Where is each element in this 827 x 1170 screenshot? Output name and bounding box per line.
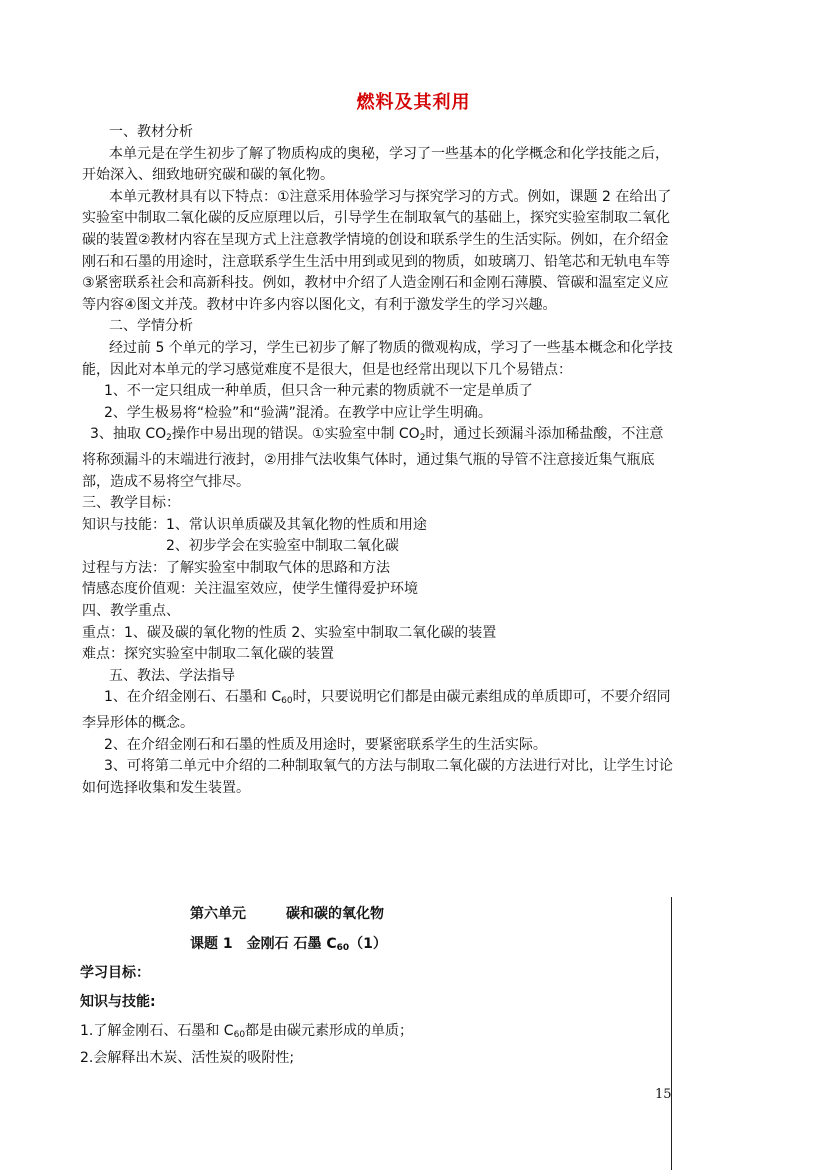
section3-process: 过程与方法：了解实验室中制取气体的思路和方法 <box>82 559 390 576</box>
section5-item3: 3、可将第二单元中介绍的二种制取氧气的方法与制取二氧化碳的方法进行对比，让学生讨论如何选择收集和发生装置。 <box>82 758 673 796</box>
section2-heading: 二、学情分析 <box>109 318 193 335</box>
section4-heading: 四、教学重点、 <box>82 603 180 620</box>
section2-item3 <box>82 424 676 493</box>
section2-item3-part-c: 时，通过长颈漏斗添加稀盐酸，不注意将称颈漏斗的末端进行液封，②用排气法收集气体时，通过集气瓶的导管不注意接近集气瓶底部，造成不易将空气排尽。 <box>82 426 664 490</box>
section2-item3-part-b: 操作中易出现的错误。①实验室中制 CO <box>171 426 420 443</box>
knowledge-skills-heading: 知识与技能: <box>80 994 156 1010</box>
section3-heading: 三、教学目标： <box>82 495 180 512</box>
goal-line-1-b: 都是由碳元素形成的单质； <box>245 1023 414 1039</box>
learning-goals-heading: 学习目标： <box>80 965 150 981</box>
section5-item1-part-a: 1、在介绍金刚石、石墨和 C <box>104 689 282 706</box>
section2-item1: 1、不一定只组成一种单质，但只含一种元素的物质就不一定是单质了 <box>104 383 533 400</box>
section3-knowledge: 知识与技能：1、常认识单质碳及其氧化物的性质和用途 <box>82 516 427 533</box>
co2-subscript: 2 <box>166 433 172 444</box>
section4-difficult: 难点：探究实验室中制取二氧化碳的装置 <box>82 646 334 663</box>
c60-subscript: 60 <box>336 943 350 953</box>
page-border-line <box>671 897 672 1170</box>
c60-subscript: 60 <box>281 696 293 707</box>
section2-item3-part-a: 3、抽取 CO <box>90 426 167 443</box>
section3-knowledge2: 2、初步学会在实验室中制取二氧化碳 <box>166 538 399 555</box>
section4-key: 重点：1、碳及碳的氧化物的性质 2、实验室中制取二氧化碳的装置 <box>82 624 497 641</box>
unit-number: 第六单元 <box>190 906 246 922</box>
goal-line-1 <box>80 1020 413 1040</box>
section1-paragraph1: 本单元是在学生初步了解了物质构成的奥秘，学习了一些基本的化学概念和化学技能之后，开始深入、细致地研究碳和碳的氧化物。 <box>82 145 669 184</box>
lesson-title-b: （1） <box>349 936 387 952</box>
section1-heading: 一、教材分析 <box>109 124 193 140</box>
section5-item2: 2、在介绍金刚石和石墨的性质及用途时，要紧密联系学生的生活实际。 <box>104 736 547 753</box>
lesson-heading <box>190 933 387 953</box>
lesson-title-a: 课题 1 金刚石 石墨 C <box>190 936 337 952</box>
page-number: 15 <box>655 1087 672 1102</box>
section3-emotion: 情感态度价值观：关注温室效应，使学生懂得爱护环境 <box>82 581 418 598</box>
section2-paragraph1: 经过前 5 个单元的学习，学生已初步了解了物质的微观构成，学习了一些基本概念和化学技能，因此对本单元的学习感觉难度不是很大，但是也经常出现以下几个易错点： <box>82 339 673 378</box>
main-content <box>82 122 676 799</box>
unit-title: 碳和碳的氧化物 <box>286 906 384 922</box>
goal-line-2: 2.会解释出木炭、活性炭的吸附性; <box>80 1050 295 1066</box>
document-title: 燃料及其利用 <box>356 92 471 113</box>
unit-heading <box>190 903 384 923</box>
section1-paragraph2: 本单元教材具有以下特点：①注意采用体验学习与探究学习的方式。例如，课题 2 在给出了实验室中制取二氧化碳的反应原理以后，引导学生在制取氧气的基础上，探究实验室制取二氧化碳的装置②教材内容在呈现方式上注意教学情境的创设和联系学生的生活实际。例如，在介绍金刚石和石墨的用途时，注意联系学生生活中用到或见到的物质，如玻璃刀、铅笔芯和无轨电车等③紧密联系社会和高新科技。例如，教材中介绍了人造金刚石和金刚石薄膜、管碳和温室定义应等内容④图文并茂。教材中许多内容以图化文，有利于激发学生的学习兴趣。 <box>82 188 672 313</box>
co2-subscript: 2 <box>419 433 426 444</box>
c60-subscript: 60 <box>233 1030 246 1040</box>
section2-item2: 2、学生极易将“检验”和“验满”混淆。在教学中应让学生明确。 <box>104 404 492 421</box>
section5-heading: 五、教法、学法指导 <box>109 667 235 684</box>
section5-item1 <box>82 687 676 734</box>
goal-line-1-a: 1.了解金刚石、石墨和 C <box>80 1023 234 1039</box>
section5-item1-part-b: 时，只要说明它们都是由碳元素组成的单质即可，不要介绍同李异形体的概念。 <box>82 689 671 732</box>
